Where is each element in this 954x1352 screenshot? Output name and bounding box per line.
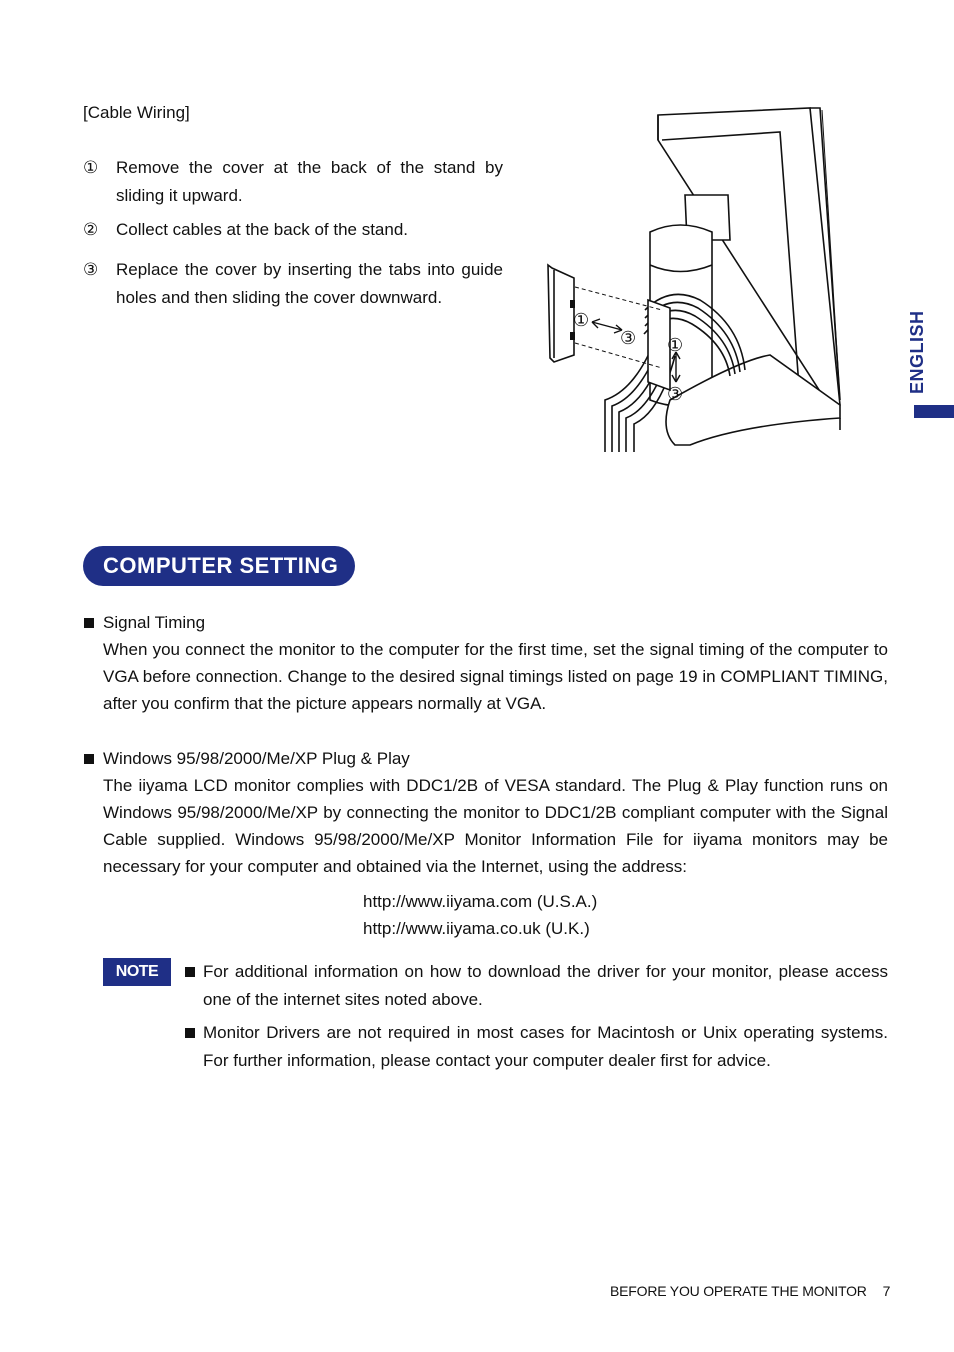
note-text: Monitor Drivers are not required in most cases for Macintosh or Unix operating systems. For further information, please contact your computer dealer first for advice. [203, 1023, 888, 1070]
side-tab-bar [914, 405, 954, 418]
step-text: Collect cables at the back of the stand. [116, 220, 409, 239]
section-title: COMPUTER SETTING [83, 546, 355, 586]
footer-section: BEFORE YOU OPERATE THE MONITOR [610, 1283, 867, 1299]
step-number: ③ [83, 260, 99, 279]
bullet-square-icon [84, 754, 94, 764]
signal-timing-body: When you connect the monitor to the computer for the first time, set the signal timing of the computer to VGA before connection. Change to the desired signal timings listed on page 19 in COMPLIANT TIMING, after you confirm that the picture appears normally at VGA. [103, 640, 888, 713]
bullet-square-icon [185, 1028, 195, 1038]
bullet-square-icon [84, 618, 94, 628]
note-item-2 [185, 1019, 888, 1075]
figure-label-1: ① [573, 310, 590, 331]
step-text: Replace the cover by inserting the tabs into guide holes and then sliding the cover downward. [116, 260, 503, 307]
url-usa[interactable]: http://www.iiyama.com (U.S.A.) [363, 892, 598, 911]
plug-play-body: The iiyama LCD monitor complies with DDC1/2B of VESA standard. The Plug & Play function runs on Windows 95/98/2000/Me/XP by connecting the monitor to DDC1/2B compliant computer with the Signal Cable supplied. Windows 95/98/2000/Me/XP Monitor Information File for iiyama monitors may be necessary for your computer and obtained via the Internet, using the address: [103, 776, 888, 876]
step-number: ② [83, 220, 99, 239]
cable-step-3 [83, 256, 503, 312]
figure-label-3b: ③ [667, 384, 684, 405]
heading-text: Signal Timing [103, 613, 206, 632]
page-footer [610, 1283, 890, 1299]
cable-step-2 [83, 216, 503, 244]
monitor-stand-illustration [540, 100, 850, 460]
figure-label-1b: ① [667, 335, 684, 356]
heading-text: Windows 95/98/2000/Me/XP Plug & Play [103, 749, 410, 768]
plug-play-heading [84, 748, 410, 770]
page-number: 7 [882, 1283, 891, 1299]
note-item-1 [185, 958, 888, 1014]
note-text: For additional information on how to download the driver for your monitor, please access one of the internet sites noted above. [203, 962, 888, 1009]
cable-wiring-heading: [Cable Wiring] [83, 103, 190, 122]
step-number: ① [83, 158, 99, 177]
signal-timing-heading [84, 612, 205, 634]
english-side-tab: ENGLISH [907, 310, 927, 395]
figure-label-3: ③ [620, 328, 637, 349]
note-badge: NOTE [103, 958, 171, 986]
url-uk[interactable]: http://www.iiyama.co.uk (U.K.) [363, 919, 590, 938]
step-text: Remove the cover at the back of the stand by sliding it upward. [116, 158, 503, 205]
bullet-square-icon [185, 967, 195, 977]
cable-step-1 [83, 154, 503, 210]
